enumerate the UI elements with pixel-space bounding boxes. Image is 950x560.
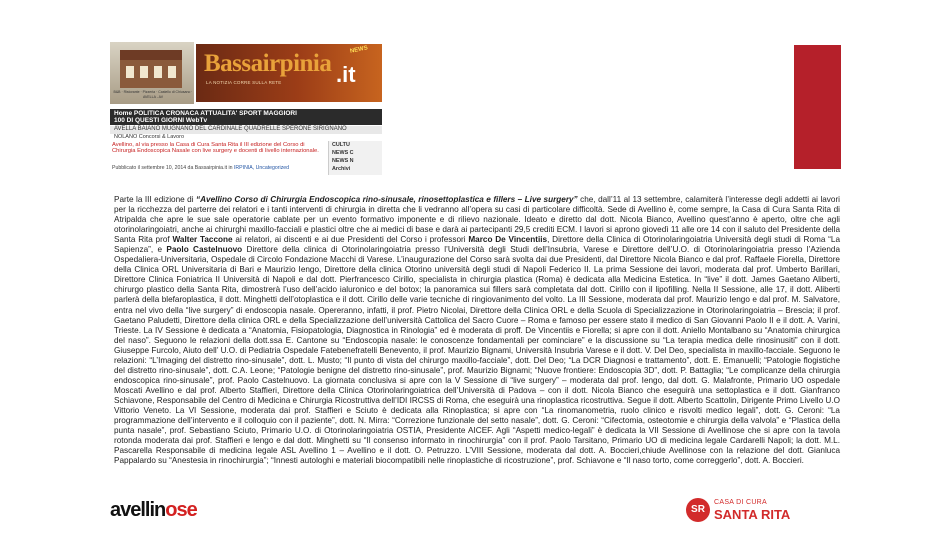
sr-badge-icon: SR [686,498,710,522]
category-links[interactable]: IRPINIA, Uncategorized [233,165,290,171]
avellinose-logo [110,499,197,522]
article-text: ai relatori, ai discenti e ai due Presidenti del Corso i professori [232,235,469,245]
logo-text-accent: ose [165,499,197,521]
article-body [114,195,840,466]
logo-subtitle: CASA DI CURA [714,499,767,506]
article-intro: Parte la III edizione di [114,195,197,204]
photo-caption: B&B · Ristorante · Pizzeria · Castello di Chiusano · AVELLA - AV [113,90,193,99]
article-headline[interactable]: Avellino, al via presso la Casa di Cura Santa Rita il III edizione del Corso di Chirurgia Endoscopica Nasale con live surgery e docenti di livello internazionale. [112,142,319,155]
news-badge: NEWS [349,45,369,55]
person-name: Walter Taccone [172,235,233,245]
building-illustration [120,50,182,88]
person-name: Marco De Vincentiis [468,235,548,245]
person-name: Paolo Castelnuovo [166,245,243,255]
nav-row-primary[interactable]: Home POLITICA CRONACA ATTUALITA' SPORT MAGGIORI [114,110,297,117]
site-banner[interactable] [196,44,382,102]
logo-text: avellin [110,499,166,521]
sidebar-item[interactable]: Archivi [332,166,351,172]
site-brand: Bassairpinia [204,50,332,77]
sidebar-item[interactable]: NEWS N [332,158,354,164]
article-text: Direttore della clinica di Otorinolaringoiatria presso l’Università degli Studi dell’Insubria, Varese e Direttore dell’U.O. di Otorinolaringoiatria presso l’Azienda Ospedaliera-Universitaria, Ospedale di Circolo Fondazione Macchi di Varese. L’inaugurazione del Corso sarà svolta dai due Presidenti, dal Direttore Nicola Bianco e dal prof. Raffaele Fiorella, Direttore della Clinica ORL Universitaria di Bari e Maurizio Iengo, Direttore della clinica Otorino università degli studi di Napoli Federico II. La prima Sessione dei lavori, moderata dal prof. Umberto Barillari, Direttore Clinica Foniatrica II Università di Napoli e dal dott. Pierfrancesco Cirillo, specialista in chirurgia plastica (Roma) è dedicata alla Medicina Estetica. In “live” il dott. James Gaetano Aliberti, chirurgo plastico della Santa Rita, dimostrerà l’uso dell’acido ialuronico e del botox; la panoramica sui fillers sarà completata dal dott. Cirillo con il lipofilling. Nella II Sessione, alle 17, il dott. Aliberti parlerà della blefaroplastica, il dott. Minghetti dell’otoplastica e il dott. Cirillo delle varie tecniche di ringiovanimento del volto. La III Sessione, moderata dal prof. Maurizio Iengo e dal prof. M. Salvatore, entra nel vivo della “live surgery” di endoscopia nasale. Opereranno, infatti, il prof. Pietro Nicolai, Direttore della Clinica ORL e della Scuola di Specializzazione in Otorinolaringoiatria – Brescia; il prof. Gaetano Paludetti, Direttore della clinica ORL e della Specializzazione dell’università Cattolica del Sacro Cuore – Roma e famoso per essere stato il medico di San Giovanni Paolo II e il dott. A. Varini, Trieste. La IV Sessione è dedicata a “Anatomia, Fisiopatologia, Diagnostica in Rinologia” ed è moderata di proff. De Vincentiis e Fiorella; si apre con il dott. Aniello Montalbano su “Anatomia chirurgica del naso”. Seguono le relazioni della dott.ssa E. Cantone su “Endoscopia nasale: le conoscenze fondamentali per cominciare” e la discussione su “La terapia medica delle rinosinusiti” con il dott. Giuseppe Furcolo, Aiuto dell’ U.O. di Pediatria Ospedale Fatebenefratelli Benevento, il prof. Maurizio Bignami, Università Insubria Varese e il dott. V. Del Deo, specialista in maxillo-facciale. Seguono le relazioni: “L’Imaging del distretto rino-sinusale”, dott. L. Musto; “Il punto di vista del chirurgo maxillo-facciale”, dott. Del Deo; “La DCR Diagnosi e trattamento”, dott. E. Emanuelli; “Patologie flogistiche del distretto rino-sinusale”, dott. C.A. Leone; “Patologie benigne del distretto rino-sinusale”, prof. Maurizio Bignami; “Nuove frontiere: Endoscopia 3D”, dott. P. Battaglia; “Le complicanze della chirurgia endoscopica rino-sinusale”, prof. Paolo Castelnuovo. La giornata conclusiva si apre con la V Sessione di “live surgery” – moderata dal prof. Iengo, dal dott. G. Malafronte, Primario UO ospedale Moscati Avellino e dal prof. Alberto Staffieri, Direttore della Clinica Otorinolaringoiatrica dell’Università di Padova – con il dott. Nicola Bianco che eseguirà una settoplastica e il dott. Gianfranco Schiavone, Responsabile del Centro di Medicina e Chirurgia Ricostruttiva dell’IDI IRCSS di Roma, che eseguirà una rinoplastica ricostruttiva. Segue il dott. Alberto Scattolin, Dirigente Primo Livello U.O Vittorio Veneto. La VI Sessione, moderata dai prof. Staffieri e Sciuto è dedicata alla Rinoplastica; si apre con “La rinomanometria, ruolo clinico e risvolti medico legali”, dott. G. Ceroni: “La programmazione dell’intervento e il colloquio con il paziente”, dott. N. Mirra: “Correzione funzionale del setto nasale”, dott. G. Ceroni: “Cifectomia, osteotomie e chirurgia della valvola” e “Plastica della punta nasale”, prof. Sebastiano Sciuto, Primario U.O. di Otorinolaringoiatria OSTIA, Presidente AICEF. Agli “Aspetti medico-legali” è dedicata la VII Sessione di Avellinose che si apre con la tavola rotonda moderata dai prof. Staffieri e Iengo e dal dott. Minghetti su “Il consenso informato in rinochirurgia” con il prof. Paolo Tarsitano, Primario UO di medicina legale Cardarelli Napoli; la dott. M.L. Pascarella Responsabile di medicina legale ASL Avellino 1 – Avellino e il dott. O. Petruzzo. L’VIII Sessione, moderata dal dott. A. Boccieri,chiude Avellinose con la relazione del dott. Gianluca Pappalardo su “Anestesia in rinochirurgia”; “Innesti autologhi e materiali biocompatibili nelle rinoplastiche di ricostruzione”, prof. Schiavone e “Il naso torto, come correggerlo”, dott. A. Boccieri. [114,245,841,466]
town-nav[interactable]: AVELLA BAIANO MUGNANO DEL CARDINALE QUADRELLE SPERONE SIRIGNANO [110,126,382,134]
town-nav-secondary[interactable]: NOLANO Concorsi & Lavoro [114,134,184,140]
sidebar-item[interactable]: NEWS C [332,150,354,156]
article-text: , Direttore della Clinica di Otorinolaringoiatria Università degli studi di Roma “La Sapienza”, e [114,235,841,255]
logo-title: SANTA RITA [714,507,791,522]
site-tagline: LA NOTIZIA CORRE SULLA RETE [206,80,282,85]
website-clipping [110,42,382,175]
site-brand-suffix: .it [336,62,356,87]
course-title: “Avellino Corso di Chirurgia Endoscopica rino-sinusale, rinosettoplastica e fillers – Live surgery” [196,195,578,204]
site-nav[interactable] [110,109,382,125]
sidebar-item[interactable]: CULTU [332,142,350,148]
published-line [112,165,332,171]
red-accent-block [794,45,841,169]
article-text: che, dall’11 al 13 settembre, calamiterà l’interesse degli addetti ai lavori per la ricchezza del parterre dei relatori e i tanti interventi di chirurgia in diretta che li vedranno all’opera su casi di particolare difficoltà. Sede di Avellino è, come sempre, la Casa di Cura Santa Rita di Atripalda che apre le sue sale operatorie cablate per un evento formativo imponente e di rilievo nazionale. Ideato e diretto dal dott. Nicola Bianco, Avellino quest’anno è aperto, oltre che agli otorinolaringoiatri, anche ai chirurghi maxillo-facciali e plastici oltre che ai medici di base e darà ai partecipanti 29,5 crediti ECM. I lavori si aprono giovedì 11 alle ore 14 con il saluto del Presidente della Santa Rita prof [114,195,841,245]
santa-rita-logo [686,498,826,524]
published-prefix: Pubblicato il settembre 10, 2014 da Bassairpinia.it in [112,165,234,171]
nav-row-secondary[interactable]: 100 DI QUESTI GIORNI WebTv [114,117,208,124]
sidebar-menu[interactable] [328,141,382,175]
